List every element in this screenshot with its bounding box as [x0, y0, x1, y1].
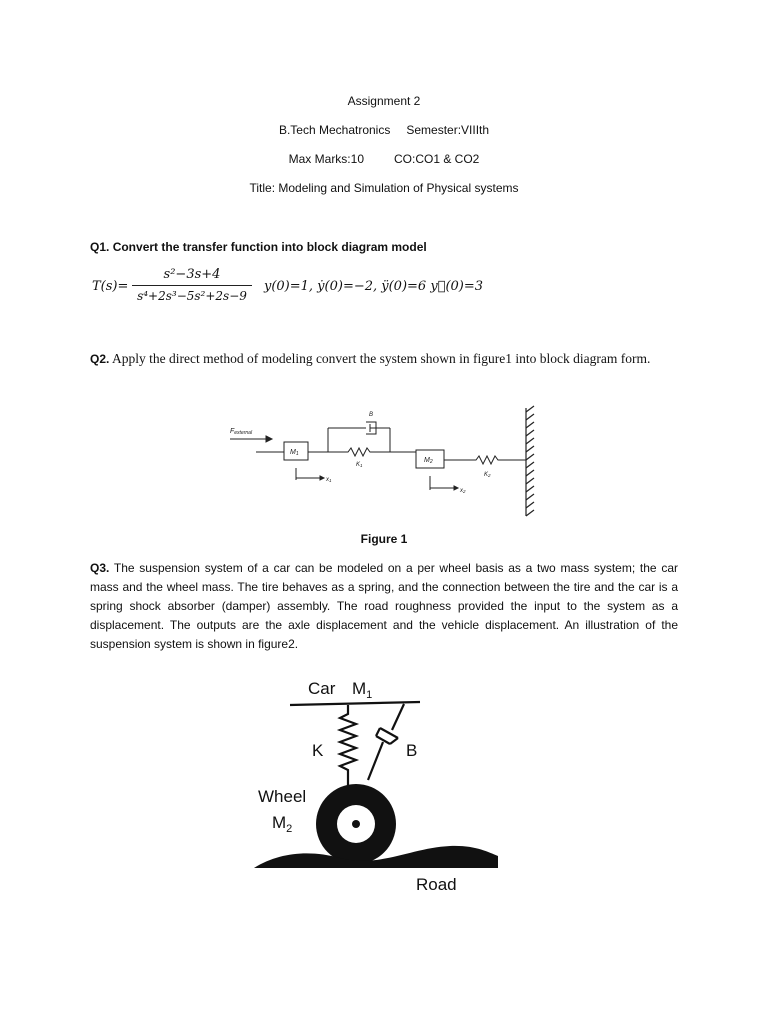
- road-label: Road: [416, 875, 457, 894]
- car-body-line: [290, 702, 420, 705]
- question-3-text: The suspension system of a car can be modeled on a per wheel basis as a two mass system; the car mass and the wheel mass. The tire behaves as a spring, and the connection between the tire and the car is a spring shock absorber (damper) assembly. The road roughness provided the input to the system as a displacement. The outputs are the axle displacement and the vehicle displacement. An illustration of the suspension system is shown in figure2.: [90, 561, 678, 651]
- car-label: Car: [308, 679, 336, 698]
- svg-text:K1: K1: [356, 462, 363, 468]
- figure-2-car-suspension: [230, 662, 540, 912]
- equation-lhs: T(s)=: [92, 279, 129, 294]
- assignment-title: Assignment 2: [347, 94, 421, 108]
- damper-b-icon: [366, 422, 390, 434]
- spring-k2-icon: [444, 456, 526, 464]
- marks-line: [0, 152, 768, 166]
- wheel-label: Wheel: [258, 787, 307, 806]
- svg-text:M2: M2: [424, 457, 433, 465]
- damper-icon: [368, 704, 404, 780]
- question-2: [90, 349, 676, 369]
- question-2-label: Q2.: [90, 352, 110, 366]
- question-1-label: Q1.: [90, 240, 110, 254]
- damper-label: B: [369, 412, 374, 418]
- course-name: B.Tech Mechatronics: [278, 123, 391, 137]
- question-2-text: Apply the direct method of modeling convert the system shown in figure1 into block diagram form.: [111, 351, 651, 366]
- figure-1-mass-spring-damper: [226, 404, 548, 522]
- course-outcomes: CO:CO1 & CO2: [394, 152, 480, 166]
- question-1-text: Convert the transfer function into block diagram model: [112, 240, 427, 254]
- course-line: [0, 123, 768, 137]
- force-arrow-icon: [230, 436, 272, 442]
- spring-label: K: [312, 741, 324, 760]
- transfer-function-equation: [92, 266, 512, 310]
- fraction-bar: [132, 285, 252, 286]
- equation-numerator: s²−3s+4: [163, 267, 221, 282]
- equation-fraction: [132, 266, 252, 305]
- x1-arrow-icon: [296, 468, 324, 480]
- initial-conditions: y(0)=1, ẏ(0)=−2, ÿ(0)=6 y⃛(0)=3: [264, 279, 484, 294]
- question-3-label: Q3.: [90, 561, 110, 575]
- force-label: Fexternal: [230, 428, 253, 436]
- wheel-mass-label: $M_2$: [272, 813, 293, 835]
- spring-k-icon: [340, 705, 356, 790]
- wall-icon: [526, 406, 534, 516]
- svg-text:M1: M1: [290, 449, 299, 457]
- max-marks: Max Marks:10: [288, 152, 364, 166]
- svg-text:x2: x2: [460, 488, 466, 494]
- svg-text:K2: K2: [484, 472, 491, 478]
- x2-arrow-icon: [430, 476, 458, 490]
- subject-title: Title: Modeling and Simulation of Physical systems: [249, 181, 519, 195]
- car-mass-label: $M_1$: [352, 679, 373, 701]
- question-1: [90, 240, 427, 254]
- damper-label-b: B: [406, 741, 418, 760]
- question-3: [90, 559, 678, 654]
- semester: Semester:VIIIth: [406, 123, 490, 137]
- svg-text:x1: x1: [326, 477, 332, 483]
- wheel-icon: [316, 784, 396, 864]
- spring-k1-icon: [328, 448, 416, 456]
- figure-1-caption: Figure 1: [360, 532, 408, 546]
- equation-denominator: s⁴+2s³−5s²+2s−9: [137, 289, 247, 303]
